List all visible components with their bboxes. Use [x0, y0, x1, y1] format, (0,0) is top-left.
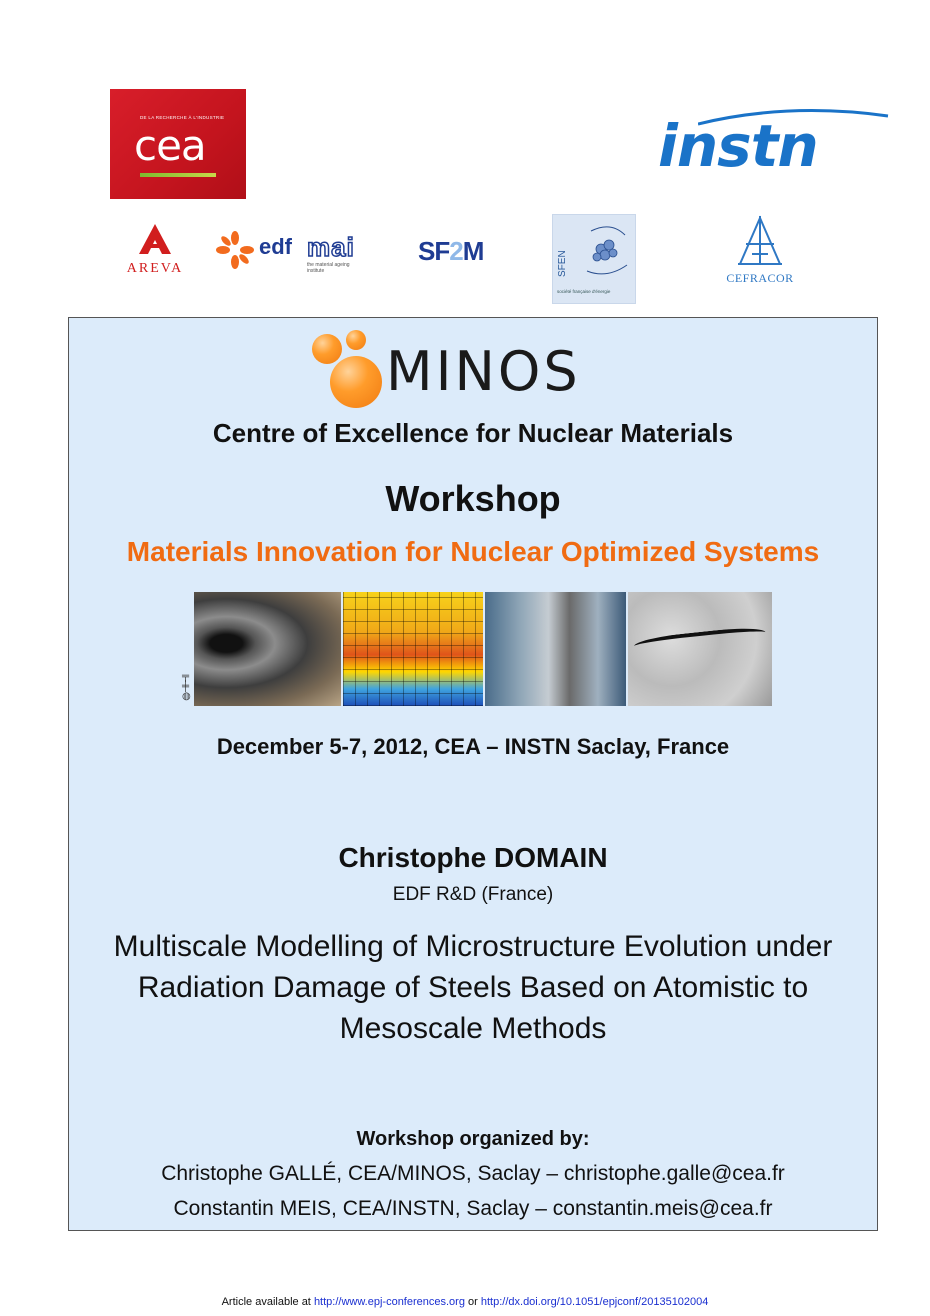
organizers-heading: Workshop organized by:: [356, 1128, 590, 1150]
photo-simulation-mesh: [343, 592, 483, 706]
cea-green-bar: [140, 173, 216, 177]
minos-expansion: Materials Innovation for Nuclear Optimized Systems: [126, 536, 820, 567]
edf-mai-logo: [215, 226, 355, 272]
minos-wordmark: MINOS: [386, 340, 581, 403]
footer: [0, 1296, 930, 1308]
areva-a-icon: [110, 222, 200, 261]
side-marks-icon: ╤ ╪ ◍: [182, 671, 191, 702]
main-panel: [68, 317, 878, 1231]
sf2m-sf: SF: [418, 236, 450, 266]
instn-logo: [658, 112, 854, 178]
minos-logo: [312, 330, 642, 412]
event-date-location: December 5-7, 2012, CEA – INSTN Saclay, France: [216, 734, 730, 759]
talk-title: Multiscale Modelling of Microstructure Evolution under Radiation Damage of Steels Based on Atomistic to Mesoscale Methods: [113, 930, 833, 1045]
footer-link-epj[interactable]: http://www.epj-conferences.org: [313, 1296, 465, 1308]
crack-line: [633, 625, 766, 657]
areva-logo: [110, 222, 200, 282]
sfen-subtitle: société française d'énergie: [557, 289, 611, 294]
edf-flower-icon: [215, 230, 255, 270]
footer-middle: or: [468, 1296, 478, 1308]
sf2m-logo: [418, 236, 483, 267]
cea-wordmark: cea: [134, 121, 206, 170]
minos-ball-small: [312, 334, 342, 364]
minos-ball-tiny: [346, 330, 366, 350]
workshop-heading: Workshop: [385, 478, 561, 519]
sf2m-two: 2: [449, 236, 463, 266]
sf2m-m: M: [462, 236, 484, 266]
minos-ball-large: [330, 356, 382, 408]
photo-vessel: [194, 592, 341, 706]
cefracor-wordmark: CEFRACOR: [726, 271, 794, 285]
speaker-name: Christophe DOMAIN: [338, 842, 608, 873]
organizer-line-1: Christophe GALLÉ, CEA/MINOS, Saclay – christophe.galle@cea.fr: [161, 1162, 785, 1185]
cefracor-emblem-icon: [730, 214, 790, 266]
cefracor-logo: [712, 214, 808, 290]
photo-crack: [628, 592, 772, 706]
sfen-logo: [552, 214, 636, 304]
edf-wordmark: edf: [259, 234, 292, 259]
photo-test-rig: [485, 592, 626, 706]
speaker-affiliation: EDF R&D (France): [392, 884, 554, 905]
organizer-line-2: Constantin MEIS, CEA/INSTN, Saclay – constantin.meis@cea.fr: [173, 1197, 773, 1220]
sfen-molecule-icon: [581, 221, 631, 281]
footer-prefix: Article available at: [221, 1296, 311, 1308]
instn-wordmark: instn: [658, 112, 818, 180]
sfen-vertical-text: SFEN: [557, 250, 568, 277]
footer-link-doi[interactable]: http://dx.doi.org/10.1051/epjconf/20135102004: [480, 1296, 709, 1308]
mai-subtitle: the material ageing institute: [307, 262, 350, 274]
cea-logo: [110, 89, 246, 199]
areva-wordmark: AREVA: [126, 261, 184, 276]
cea-tagline: DE LA RECHERCHE À L'INDUSTRIE: [140, 115, 225, 120]
centre-title: Centre of Excellence for Nuclear Materials: [212, 418, 734, 448]
mai-wordmark: mai: [307, 232, 355, 262]
